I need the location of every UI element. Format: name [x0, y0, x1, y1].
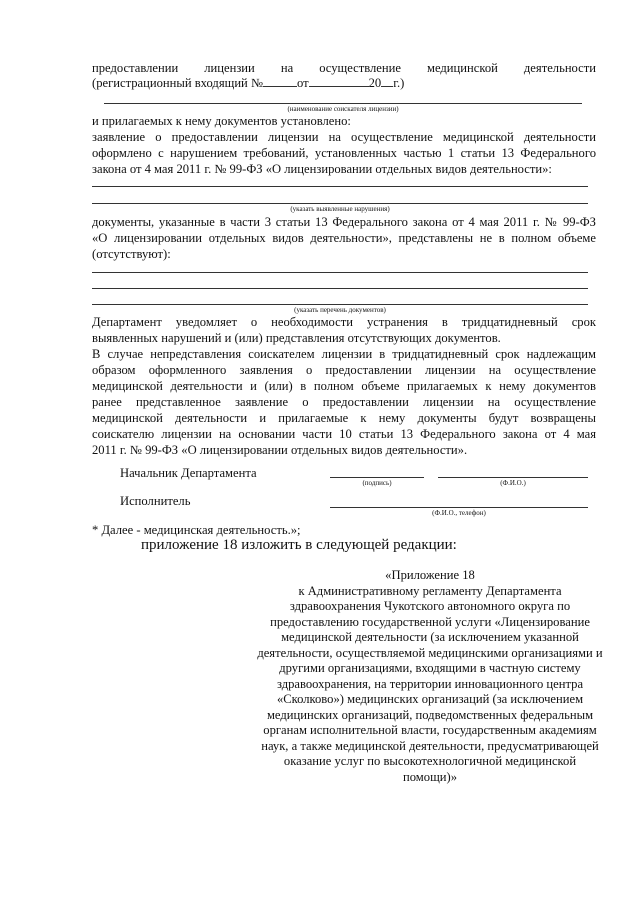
fio-caption: (Ф.И.О.)	[500, 479, 526, 487]
violations-line-2: оформлено с нарушением требований, установленных частью 1 статьи 13 Федерального	[92, 146, 596, 160]
notice-line-1: Департамент уведомляет о необходимости устранения в тридцатидневный срок	[92, 315, 596, 329]
documents-rule-3	[92, 304, 588, 305]
head-label: Начальник Департамента	[120, 466, 257, 480]
established-line: и прилагаемых к нему документов установлено:	[92, 114, 351, 128]
registration-prefix: (регистрационный входящий №	[92, 76, 263, 90]
registration-number-blank	[263, 76, 297, 87]
fio-rule	[438, 477, 588, 478]
return-line-4: ранее представленное заявление о предоставлении лицензии на осуществление	[92, 395, 596, 409]
executor-label: Исполнитель	[120, 494, 191, 508]
appendix-line: оказание услуг по высокотехнологичной медицинской	[283, 754, 577, 768]
registration-year: 20	[368, 76, 382, 90]
appendix-line: предоставлению государственной услуги «Лицензирование	[270, 614, 590, 629]
violations-line-3: закона от 4 мая 2011 г. № 99-ФЗ «О лицензировании отдельных видов деятельности»:	[92, 162, 552, 176]
violations-line-1: заявление о предоставлении лицензии на осуществление медицинской деятельности	[92, 130, 596, 144]
appendix-line: «Сколково») медицинских организаций (за исключением	[276, 692, 584, 706]
documents-caption: (указать перечень документов)	[294, 306, 386, 314]
return-line-7: 2011 г. № 99-ФЗ «О лицензировании отдельных видов деятельности».	[92, 443, 468, 457]
appendix-line: медицинской деятельности (за исключением указанной	[281, 630, 579, 644]
registration-suffix: г.)	[393, 76, 405, 90]
appendix-line: наук, а также медицинской деятельности, предусматривающей	[261, 738, 599, 753]
appendix-line: здравоохранения Чукотского автономного округа по	[289, 599, 571, 613]
executor-caption: (Ф.И.О., телефон)	[432, 509, 486, 517]
documents-rule-2	[92, 288, 588, 289]
instruction: приложение 18 изложить в следующей редакции:	[141, 537, 457, 553]
documents-rule-1	[92, 272, 588, 273]
return-line-3: медицинской деятельности и (или) в полном объеме прилагаемых к нему документов	[92, 379, 596, 393]
signature-caption: (подпись)	[362, 479, 392, 487]
appendix-line: другими организациями, входящими в частную систему	[279, 661, 581, 675]
documents-line-3: (отсутствуют):	[92, 247, 171, 261]
appendix-line: к Административному регламенту Департамента	[298, 583, 562, 598]
documents-line-2: «О лицензировании отдельных видов деятельности», представлены не в полном объеме	[92, 231, 596, 245]
appendix-line: здравоохранения, на территории инновационного центра	[276, 676, 584, 691]
return-line-2: образом оформленного заявления о предоставлении лицензии на осуществление	[92, 363, 596, 377]
appendix-block	[250, 568, 610, 785]
appendix-line: медицинских организаций, подведомственных федеральным	[266, 707, 594, 722]
top-line-1: предоставлении лицензии на осуществление медицинской деятельности	[92, 61, 596, 75]
signature-rule	[330, 477, 424, 478]
return-line-5: медицинской деятельности и прилагаемые к нему документы будут возвращены	[92, 411, 596, 425]
applicant-name-rule	[104, 103, 582, 104]
applicant-caption: (наименование соискателя лицензии)	[287, 105, 399, 113]
violations-rule-1	[92, 186, 588, 187]
appendix-line: деятельности, осуществляемой медицинскими организациями и	[257, 645, 603, 660]
registration-ot: от	[296, 76, 309, 90]
violations-caption: (указать выявленные нарушения)	[290, 205, 390, 213]
documents-line-1: документы, указанные в части 3 статьи 13 Федерального закона от 4 мая 2011 г. № 99-ФЗ	[92, 215, 596, 229]
return-line-1: В случае непредставления соискателем лицензии в тридцатидневный срок надлежащим	[92, 347, 596, 361]
registration-year-blank	[381, 76, 393, 87]
appendix-line: «Приложение 18	[385, 568, 475, 582]
return-line-6: соискателю лицензии на основании части 10 статьи 13 Федерального закона от 4 мая	[92, 427, 596, 441]
registration-line	[92, 76, 404, 90]
executor-rule	[330, 507, 588, 508]
footnote: * Далее - медицинская деятельность.»;	[92, 523, 301, 537]
registration-date-blank	[309, 76, 369, 87]
appendix-line: помощи)»	[403, 769, 457, 784]
violations-rule-2	[92, 203, 588, 204]
notice-line-2: выявленных нарушений и (или) представления отсутствующих документов.	[92, 331, 501, 345]
appendix-line: органам исполнительной власти, государственным академиям	[263, 723, 597, 737]
